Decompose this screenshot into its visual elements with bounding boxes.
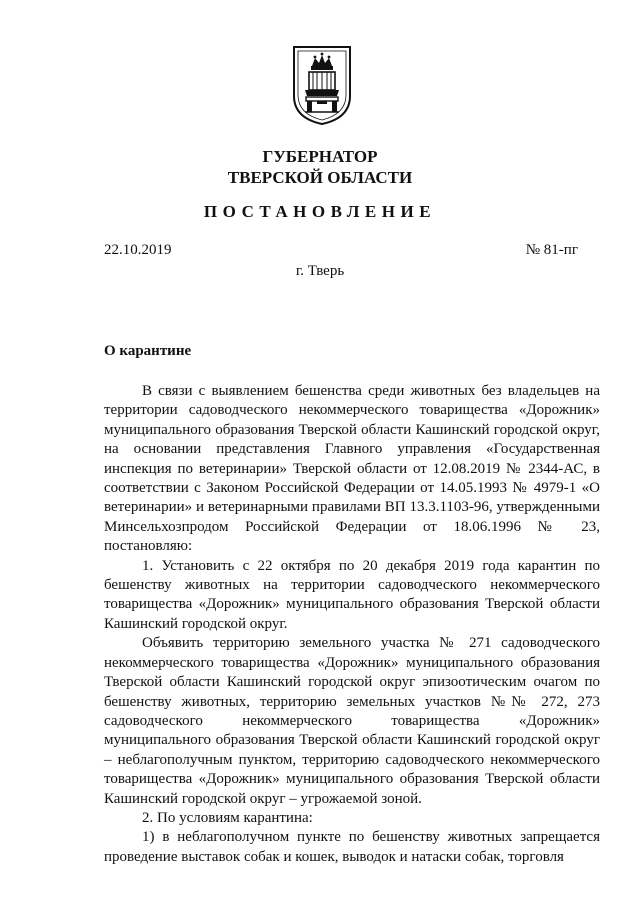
- document-city: г. Тверь: [295, 263, 345, 279]
- authority-region: ТВЕРСКОЙ ОБЛАСТИ: [227, 168, 413, 187]
- document-body: [104, 382, 600, 867]
- document-number: № 81-пг: [525, 242, 578, 258]
- document-date: 22.10.2019: [104, 242, 172, 258]
- authority-title: ГУБЕРНАТОР: [262, 147, 378, 166]
- document-subject: О карантине: [104, 343, 192, 359]
- paragraph-item-2-1: 1) в неблагополучном пункте по бешенству животных запрещается проведение выставок собак и кошек, выводок и натаски собак, торговля: [104, 829, 600, 865]
- paragraph-preamble: В связи с выявлением бешенства среди животных без владельцев на территории садоводческого некоммерческого товарищества «Дорожник» муниципального образования Тверской области Кашинский городской округ, на основании представления Главного управления «Государственная инспекция по ветеринарии» Тверской области от 12.08.2019 № 2344-АС, в соответствии с Законом Российской Федерации от 14.05.1993 № 4979-1 «О ветеринарии» и ветеринарными правилами ВП 13.3.1103-96, утвержденными Минсельхозпродом Российской Федерации от 18.06.1996 № 23, постановляю:: [104, 383, 600, 555]
- paragraph-item-2: 2. По условиям карантина:: [142, 809, 313, 826]
- document-type: ПОСТАНОВЛЕНИЕ: [203, 202, 437, 221]
- paragraph-declare: Объявить территорию земельного участка № 271 садоводческого некоммерческого товарищества «Дорожник» муниципального образования Тверской области Кашинский городской округ эпизоотическим очагом по бешенству животных, территорию земельных участков №№ 272, 273 садоводческого некоммерческого товарищества «Дорожник» муниципального образования Тверской области Кашинский городской округ – неблагополучным пунктом, территорию садоводческого некоммерческого товарищества «Дорожник» муниципального образования Тверской области Кашинский городской округ – угрожаемой зоной.: [104, 635, 600, 807]
- paragraph-item-1: 1. Установить с 22 октября по 20 декабря 2019 года карантин по бешенству животных на территории садоводческого некоммерческого товарищества «Дорожник» муниципального образования Тверской области Кашинский городской округ.: [104, 557, 600, 632]
- coat-of-arms-icon: [291, 44, 353, 126]
